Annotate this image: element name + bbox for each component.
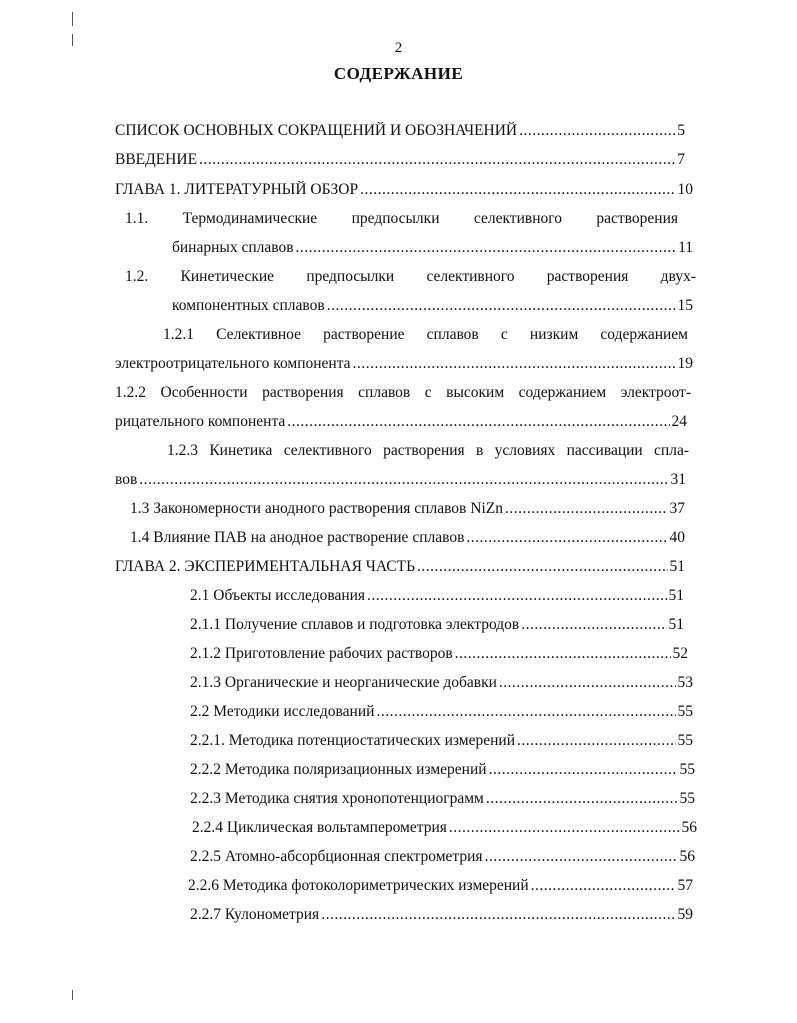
toc-entry[interactable] <box>190 732 693 750</box>
toc-leader-dots <box>521 616 666 634</box>
toc-entry-title: 2.2.4 Циклическая вольтамперометрия <box>192 819 447 836</box>
toc-entry[interactable] <box>172 239 693 257</box>
toc-leader-dots <box>376 703 675 721</box>
toc-entry[interactable] <box>188 877 693 895</box>
toc-leader-dots <box>296 239 677 257</box>
toc-entry-page: 19 <box>677 355 693 372</box>
toc-entry-title: 1.3 Закономерности анодного растворения сплавов NiZn <box>130 500 503 517</box>
toc-entry-title: ГЛАВА 1. ЛИТЕРАТУРНЫЙ ОБЗОР <box>115 181 359 198</box>
toc-entry-title: 1.2.1 Селективное растворение сплавов с низким содержанием <box>163 326 688 343</box>
toc-entry-title: 2.2.7 Кулонометрия <box>190 906 320 923</box>
toc-entry[interactable] <box>115 122 685 140</box>
toc-entry-page: 53 <box>677 674 693 691</box>
toc-entry-page: 5 <box>677 122 685 139</box>
toc-entry[interactable] <box>130 500 685 518</box>
toc-entry[interactable] <box>190 674 693 692</box>
toc-entry-page: 10 <box>677 181 693 198</box>
toc-leader-dots <box>519 122 675 140</box>
toc-entry[interactable] <box>115 558 685 576</box>
toc-entry-title: 2.2.5 Атомно-абсорбционная спектрометрия <box>190 848 483 865</box>
toc-entry[interactable] <box>190 703 693 721</box>
toc-entry[interactable] <box>190 906 693 924</box>
toc-entry[interactable] <box>190 761 695 779</box>
toc-entry[interactable] <box>115 471 686 489</box>
toc-entry-page: 55 <box>679 790 695 807</box>
page-number: 2 <box>394 40 403 56</box>
toc-entry-page: 37 <box>669 500 685 517</box>
toc-entry-page: 55 <box>677 703 693 720</box>
toc-entry[interactable] <box>115 181 693 199</box>
toc-entry-page: 15 <box>677 297 693 314</box>
toc-entry-page: 11 <box>678 239 693 256</box>
toc-leader-dots <box>485 848 678 866</box>
toc-entry-page: 51 <box>668 616 684 633</box>
toc-entry[interactable] <box>130 529 685 547</box>
toc-entry-title: вов <box>115 471 138 488</box>
toc-entry-title: электроотрицательного компонента <box>115 355 351 372</box>
toc-entry-title: 1.1. Термодинамические предпосылки селективного растворения <box>125 210 678 227</box>
toc-leader-dots <box>360 181 675 199</box>
toc-leader-dots <box>531 877 676 895</box>
toc-leader-dots <box>327 297 676 315</box>
toc-leader-dots <box>287 413 669 431</box>
toc-entry[interactable] <box>163 326 688 344</box>
toc-entry-title: 1.2.2 Особенности растворения сплавов с высоким содержанием электроот- <box>115 384 691 401</box>
toc-entry-page: 51 <box>669 558 685 575</box>
toc-entry[interactable] <box>190 645 688 663</box>
toc-entry-title: СПИСОК ОСНОВНЫХ СОКРАЩЕНИЙ И ОБОЗНАЧЕНИЙ <box>115 122 518 139</box>
toc-entry[interactable] <box>192 819 697 837</box>
toc-entry-page: 7 <box>677 151 685 168</box>
toc-entry-page: 56 <box>679 848 695 865</box>
toc-entry-title: 2.2.6 Методика фотоколориметрических измерений <box>188 877 529 894</box>
toc-entry[interactable] <box>167 442 689 460</box>
toc-entry-page: 52 <box>672 645 688 662</box>
toc-leader-dots <box>367 587 666 605</box>
toc-entry-title: ГЛАВА 2. ЭКСПЕРИМЕНТАЛЬНАЯ ЧАСТЬ <box>115 558 415 575</box>
toc-entry-page: 31 <box>670 471 686 488</box>
toc-entry-page: 55 <box>679 761 695 778</box>
toc-entry-page: 59 <box>677 906 693 923</box>
toc-entry-title: 2.1 Объекты исследования <box>190 587 366 604</box>
toc-entry-title: 1.2.3 Кинетика селективного растворения в условиях пассивации спла- <box>167 442 689 459</box>
toc-entry-title: 1.2. Кинетические предпосылки селективного растворения двух- <box>125 268 696 285</box>
toc-leader-dots <box>486 790 678 808</box>
toc-entry[interactable] <box>190 587 684 605</box>
toc-leader-dots <box>505 500 668 518</box>
toc-entry-title: 2.1.2 Приготовление рабочих растворов <box>190 645 453 662</box>
toc-entry-title: 2.1.3 Органические и неорганические добавки <box>190 674 497 691</box>
toc-entry-page: 57 <box>677 877 693 894</box>
toc-leader-dots <box>353 355 676 373</box>
toc-leader-dots <box>455 645 671 663</box>
toc-entry-title: 1.4 Влияние ПАВ на анодное растворение сплавов <box>130 529 465 546</box>
toc-entry-title: компонентных сплавов <box>172 297 325 314</box>
toc-entry-page: 55 <box>677 732 693 749</box>
toc-entry-page: 56 <box>681 819 697 836</box>
toc-entry-title: ВВЕДЕНИЕ <box>115 151 198 168</box>
toc-entry-title: 2.2 Методики исследований <box>190 703 375 720</box>
toc-leader-dots <box>417 558 668 576</box>
toc-entry-title: 2.2.1. Методика потенциостатических измерений <box>190 732 516 749</box>
toc-entry[interactable] <box>172 297 693 315</box>
toc-leader-dots <box>199 151 675 169</box>
toc-leader-dots <box>139 471 668 489</box>
toc-entry-title: рицательного компонента <box>115 413 286 430</box>
toc-leader-dots <box>489 761 678 779</box>
toc-entry-page: 40 <box>669 529 685 546</box>
page-title: СОДЕРЖАНИЕ <box>333 64 464 83</box>
toc-entry-title: бинарных сплавов <box>172 239 294 256</box>
toc-entry[interactable] <box>125 268 696 286</box>
toc-leader-dots <box>321 906 675 924</box>
toc-leader-dots <box>499 674 676 692</box>
toc-entry-title: 2.2.2 Методика поляризационных измерений <box>190 761 487 778</box>
toc-entry[interactable] <box>115 384 691 402</box>
toc-entry[interactable] <box>190 848 695 866</box>
toc-leader-dots <box>466 529 667 547</box>
toc-entry-page: 24 <box>671 413 687 430</box>
toc-entry[interactable] <box>125 210 678 228</box>
toc-entry-title: 2.1.1 Получение сплавов и подготовка электродов <box>190 616 520 633</box>
toc-entry-title: 2.2.3 Методика снятия хронопотенциограмм <box>190 790 484 807</box>
toc-entry[interactable] <box>190 790 695 808</box>
toc-leader-dots <box>449 819 680 837</box>
toc-entry[interactable] <box>115 413 687 431</box>
toc-entry[interactable] <box>190 616 684 634</box>
toc-entry-page: 51 <box>668 587 684 604</box>
toc-leader-dots <box>517 732 675 750</box>
toc-entry[interactable] <box>115 355 693 373</box>
toc-entry[interactable] <box>115 151 685 169</box>
